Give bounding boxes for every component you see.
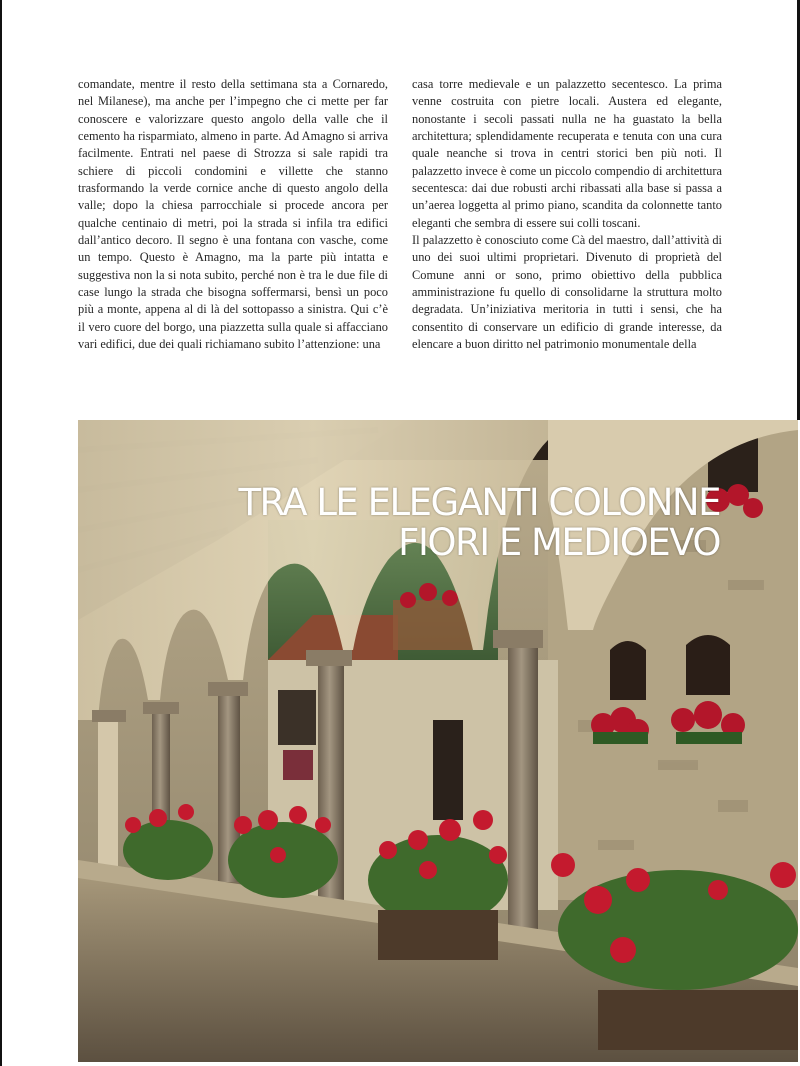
article-paragraph: comandate, mentre il resto della settimana sta a Cornaredo, nel Milanese), ma anche per l’impegno che ci mette per far conoscere e valorizzare questo angolo della valle che il cemento ha risparmiato, almeno in parte. Ad Amagno si arriva facilmente. Entrati nel paese di Strozza si sale rapidi tra schiere di piccoli condomini e villette che stanno trasformando la verde cornice anche di questo angolo della valle; dopo la chiesa parrocchiale si procede ancora per qualche centinaio di metri, poi la strada si infila tra edifici dall’antico decoro. Il segno è una fontana con vasche, come un tempo. Questo è Amagno, ma la parte più intatta e suggestiva non la si nota subito, perché non è tra le due file di case lungo la strada che bisogna soffermarsi, bensì un poco più a monte, appena al di là del sottopasso a sinistra. Qui c’è il vero cuore del borgo, una piazzetta sulla quale si affacciano vari edifici, due dei quali richiamano subito l’attenzione: una (78, 77, 388, 352)
article-paragraph: Il palazzetto è conosciuto come Cà del maestro, dall’attività di uno dei suoi ultimi proprietari. Divenuto di proprietà del Comune anni or sono, primo obiettivo della pubblica amministrazione fu quello di consolidarne la struttura molto degradata. Un’iniziativa meritoria in tutti i sensi, che ha consentito di conservare un edificio di grande interesse, da elencare a buon diritto nel patrimonio monumentale della (412, 233, 722, 352)
article-column-left (78, 76, 388, 406)
article-paragraph: casa torre medievale e un palazzetto secentesco. La prima venne costruita con pietre locali. Austera ed elegante, nonostante i secoli passati nulla ne ha guastato la bella architettura; splendidamente recuperata e tenuta con una cura quale neanche si trova in centri storici ben più noti. Il palazzetto invece è come un piccolo compendio di architettura secentesca: dai due robusti archi ribassati alla base si passa a un’aerea loggetta al primo piano, scandita da colonnette tanto eleganti che sembra di essere sui colli toscani. (412, 77, 722, 230)
headline-line-1: TRA LE ELEGANTI COLONNE (238, 481, 720, 525)
headline-line-2: FIORI E MEDIOEVO (398, 521, 720, 565)
article-column-right (412, 76, 722, 406)
photo-headline (238, 483, 720, 563)
page-edge (0, 0, 2, 1066)
